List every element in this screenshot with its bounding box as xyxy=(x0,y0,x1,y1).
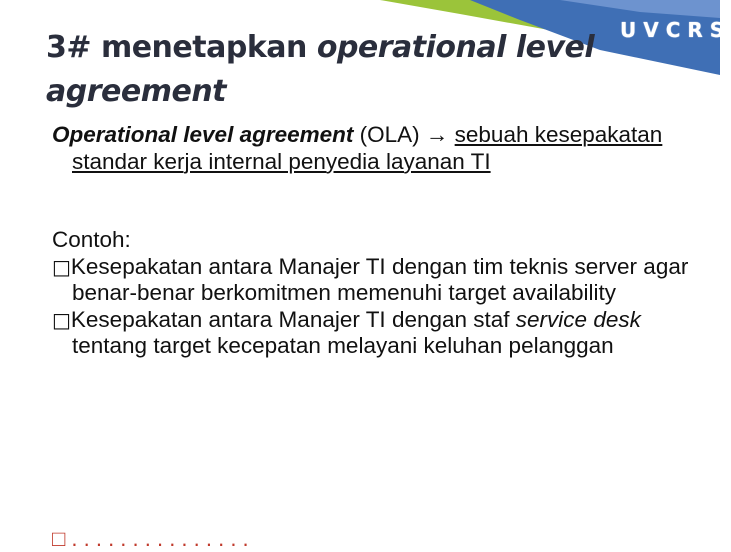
example-item-1 xyxy=(52,254,692,307)
checkbox-bullet-icon: □ xyxy=(52,254,71,279)
slide-title xyxy=(46,26,606,114)
definition-text: sebuah kesepakatan standar kerja internal penyedia layanan TI xyxy=(72,122,663,174)
example-item-2-emphasis: service desk xyxy=(515,306,641,332)
example-item-2-text-a: Kesepakatan antara Manajer TI dengan staf xyxy=(70,306,516,332)
definition-term: Operational level agreement xyxy=(52,122,354,147)
title-italic-part: operational level agreement xyxy=(46,30,595,109)
spacer xyxy=(52,175,692,227)
title-number-part: 3# menetapkan xyxy=(46,30,317,65)
example-item-2-text-b: tentang target kecepatan melayani keluhan pelanggan xyxy=(72,333,614,358)
checkbox-bullet-icon: □ xyxy=(52,307,71,332)
definition-paragraph xyxy=(52,122,692,175)
definition-abbr: (OLA) xyxy=(353,122,426,147)
slide-body xyxy=(52,122,692,360)
examples-heading: Contoh: xyxy=(52,227,131,252)
example-item-1-text: Kesepakatan antara Manajer TI dengan tim teknis server agar benar-benar berkomitmen memenuhi target availability xyxy=(70,253,689,305)
arrow-icon: → xyxy=(425,122,449,147)
example-item-2 xyxy=(52,307,692,360)
logo: UVCRS xyxy=(620,18,731,42)
cutoff-next-line: □ . . . . . . . . . . . . . . . xyxy=(52,526,249,551)
